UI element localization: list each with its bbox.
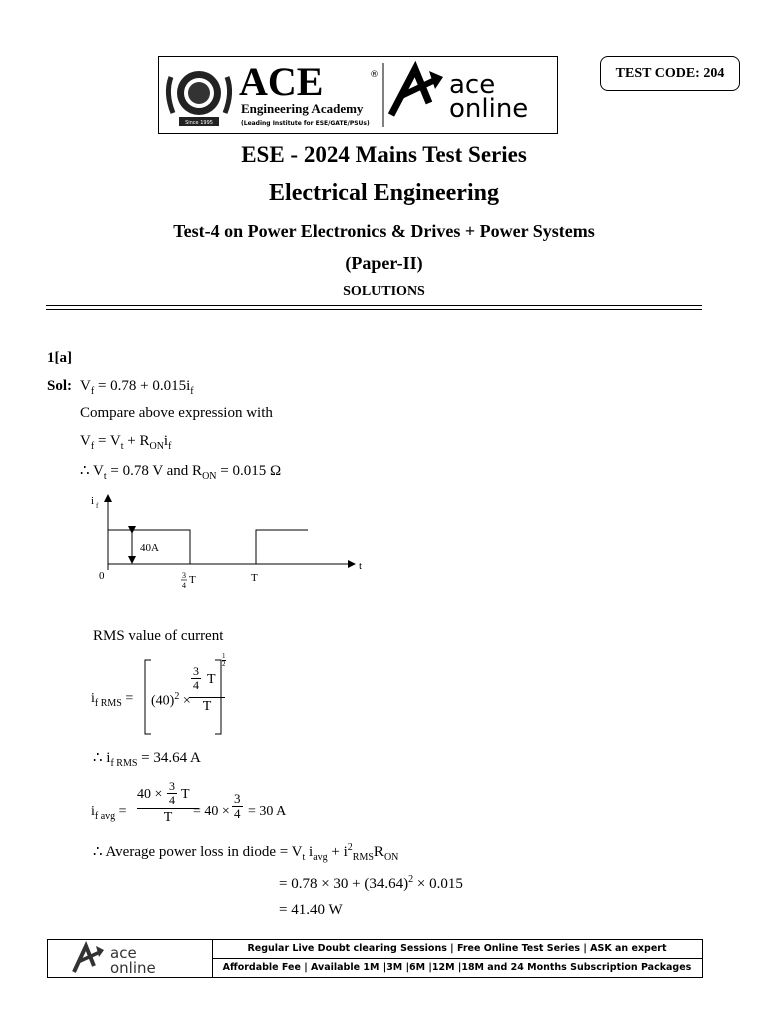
- formula-avg: [91, 776, 331, 836]
- rms-exp: 2: [174, 691, 180, 702]
- tick-t-label: T: [251, 572, 258, 584]
- ace-logo-graphic: [159, 57, 557, 133]
- sol-label: Sol:: [47, 378, 73, 394]
- power-calc-result: = 41.40 W: [279, 902, 343, 918]
- y-axis-label: i: [91, 495, 95, 507]
- tick-frac-den: 4: [182, 581, 186, 590]
- subject-title: Electrical Engineering: [269, 180, 499, 206]
- solutions-title: SOLUTIONS: [343, 284, 425, 299]
- tagline-text: (Leading Institute for ESE/GATE/PSUs): [241, 120, 370, 127]
- footer-logo-text-2: online: [110, 959, 156, 977]
- test-title: Test-4 on Power Electronics & Drives + Power Systems: [173, 221, 595, 241]
- rms-lhs: $i_{f RMS}$ =: [91, 691, 134, 709]
- avg-num-prefix: 40 ×: [137, 787, 163, 802]
- pulse-2: [256, 530, 308, 564]
- avg-frac2-den: 4: [234, 806, 241, 822]
- avg-frac-den: 4: [169, 793, 175, 808]
- footer-banner: [47, 939, 703, 978]
- x-axis-label: t: [359, 560, 363, 572]
- equation-result-vt-ron: ∴ $V_t = 0.78$ V and $R_{ON} = 0.015$ Ω: [80, 463, 282, 482]
- power-loss-equation: ∴ Average power loss in diode = $V_t$ $i_{avg} + i^2_{RMS}R_{ON}$: [93, 842, 399, 863]
- amplitude-label: 40A: [140, 542, 159, 554]
- origin-label: 0: [99, 570, 105, 582]
- footer-logo: [48, 940, 213, 977]
- avg-frac-num: 3: [169, 779, 175, 793]
- rms-result: ∴ $i_{f RMS} = 34.64$ A: [93, 750, 201, 769]
- tick-frac-var: T: [189, 574, 196, 586]
- test-code-badge: [600, 56, 740, 91]
- rms-outer-exp-den: 2: [222, 660, 226, 668]
- online-text-2: online: [449, 94, 529, 124]
- avg-var: T: [181, 787, 190, 802]
- footer-row-2: Affordable Fee | Available 1M |3M |6M |12M |18M and 24 Months Subscription Packages: [222, 962, 692, 973]
- rms-frac-num: 3: [193, 664, 199, 678]
- avg-den: T: [137, 808, 199, 826]
- rms-base: (40): [151, 693, 175, 709]
- header-logo: [158, 56, 558, 134]
- right-bracket-icon: [213, 659, 223, 735]
- formula-rms: [91, 652, 251, 735]
- equation-vf-given: $V_f = 0.78 + 0.015i_f$: [80, 378, 194, 397]
- equation-vf-model: $V_f = V_t + R_{ON}i_f$: [80, 433, 172, 452]
- online-text-1: ace: [449, 70, 496, 100]
- since-text: Since 1995: [185, 120, 213, 126]
- question-number: 1[a]: [47, 350, 72, 366]
- power-calc-step: = $0.78 \times 30 + (34.64)^2 \times 0.015$: [279, 874, 463, 892]
- academy-text: Engineering Academy: [241, 101, 364, 116]
- avg-mid: = 40 ×: [193, 804, 230, 819]
- avg-lhs: $i_{f avg}$ =: [91, 804, 127, 822]
- divider-top: [46, 305, 702, 306]
- series-title: ESE - 2024 Mains Test Series: [241, 142, 527, 167]
- footer-arrow-icon: [74, 946, 104, 972]
- footer-row-1: Regular Live Doubt clearing Sessions | Free Online Test Series | ASK an expert: [212, 940, 702, 959]
- test-code-text: TEST CODE: 204: [615, 65, 725, 81]
- laurel-emblem-icon: [168, 71, 229, 126]
- tick-frac-num: 3: [182, 571, 186, 580]
- rms-var: T: [207, 672, 216, 687]
- compare-text: Compare above expression with: [80, 405, 273, 421]
- rms-outer-exp-num: 1: [222, 652, 226, 660]
- registered-mark: ®: [370, 70, 379, 80]
- avg-frac2-num: 3: [234, 791, 241, 806]
- current-waveform-graph: [86, 492, 376, 602]
- ace-online-arrow-icon: [391, 69, 443, 115]
- paper-title: (Paper-II): [345, 253, 423, 273]
- rms-text: RMS value of current: [93, 628, 224, 644]
- avg-result: = 30 A: [248, 804, 287, 819]
- divider-bottom: [46, 309, 702, 310]
- ace-text: ACE: [239, 59, 324, 104]
- rms-den: T: [189, 697, 225, 715]
- y-axis-sub: f: [96, 502, 99, 510]
- footer-logo-text-1: ace: [110, 944, 137, 962]
- rms-times: ×: [182, 693, 191, 709]
- rms-frac-den: 4: [193, 678, 199, 693]
